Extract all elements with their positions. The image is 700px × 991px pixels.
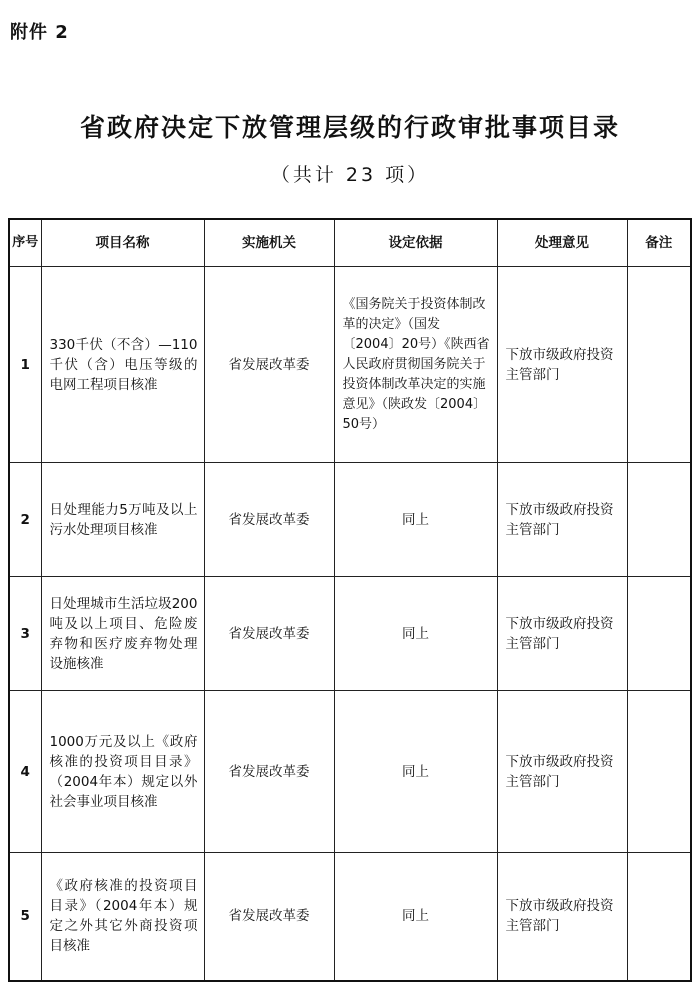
cell-seq: 1 <box>9 267 41 463</box>
cell-opinion: 下放市级政府投资主管部门 <box>497 691 627 853</box>
cell-opinion: 下放市级政府投资主管部门 <box>497 577 627 691</box>
header-seq: 序号 <box>9 219 41 267</box>
cell-name: 日处理能力5万吨及以上污水处理项目核准 <box>41 463 204 577</box>
attachment-label: 附件 2 <box>10 22 69 43</box>
cell-agency: 省发展改革委 <box>204 577 334 691</box>
cell-seq: 5 <box>9 853 41 981</box>
cell-basis: 同上 <box>334 853 497 981</box>
table-row <box>9 577 691 691</box>
table-row <box>9 463 691 577</box>
table-row <box>9 853 691 981</box>
cell-seq: 3 <box>9 577 41 691</box>
cell-agency: 省发展改革委 <box>204 853 334 981</box>
table-row <box>9 691 691 853</box>
approval-items-table <box>8 218 692 982</box>
cell-opinion: 下放市级政府投资主管部门 <box>497 853 627 981</box>
cell-agency: 省发展改革委 <box>204 463 334 577</box>
cell-basis: 同上 <box>334 577 497 691</box>
cell-name: 日处理城市生活垃圾200吨及以上项目、危险废弃物和医疗废弃物处理设施核准 <box>41 577 204 691</box>
cell-remark <box>627 267 691 463</box>
cell-name: 《政府核准的投资项目目录》（2004年本）规定之外其它外商投资项目核准 <box>41 853 204 981</box>
cell-basis: 同上 <box>334 463 497 577</box>
cell-name: 1000万元及以上《政府核准的投资项目目录》（2004年本）规定以外社会事业项目核准 <box>41 691 204 853</box>
cell-remark <box>627 691 691 853</box>
cell-name: 330千伏（不含）—110千伏（含）电压等级的电网工程项目核准 <box>41 267 204 463</box>
page-subtitle: （共计 23 项） <box>270 164 430 186</box>
cell-seq: 4 <box>9 691 41 853</box>
cell-agency: 省发展改革委 <box>204 267 334 463</box>
header-remark: 备注 <box>627 219 691 267</box>
header-basis: 设定依据 <box>334 219 497 267</box>
page-title: 省政府决定下放管理层级的行政审批事项目录 <box>79 113 620 142</box>
cell-remark <box>627 463 691 577</box>
cell-seq: 2 <box>9 463 41 577</box>
cell-remark <box>627 853 691 981</box>
cell-basis: 《国务院关于投资体制改革的决定》（国发〔2004〕20号）《陕西省人民政府贯彻国务院关于投资体制改革决定的实施意见》（陕政发〔2004〕50号） <box>334 267 497 463</box>
cell-remark <box>627 577 691 691</box>
cell-opinion: 下放市级政府投资主管部门 <box>497 267 627 463</box>
table-header-row <box>9 219 691 267</box>
header-opinion: 处理意见 <box>497 219 627 267</box>
cell-agency: 省发展改革委 <box>204 691 334 853</box>
cell-opinion: 下放市级政府投资主管部门 <box>497 463 627 577</box>
cell-basis: 同上 <box>334 691 497 853</box>
table-row <box>9 267 691 463</box>
header-agency: 实施机关 <box>204 219 334 267</box>
header-name: 项目名称 <box>41 219 204 267</box>
